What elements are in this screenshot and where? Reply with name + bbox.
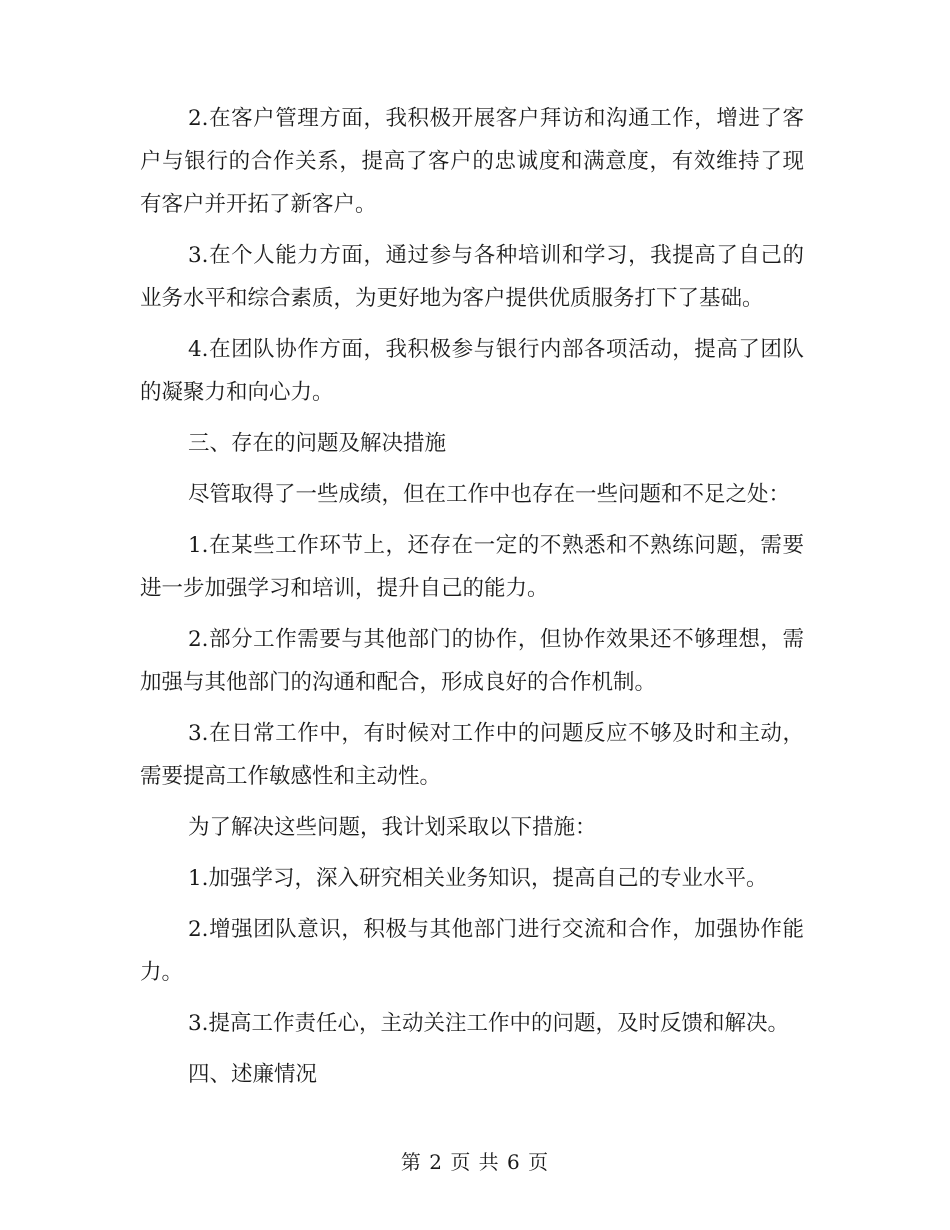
paragraph-measure-3: 3.提高工作责任心，主动关注工作中的问题，及时反馈和解决。 [188, 1011, 790, 1036]
paragraph-customer-management: 2.在客户管理方面，我积极开展客户拜访和沟通工作，增进了客户与银行的合作关系，提高了客户的忠诚度和满意度，有效维持了现有客户并开拓了新客户。 [140, 106, 804, 217]
paragraph-problem-1: 1.在某些工作环节上，还存在一定的不熟悉和不熟练问题，需要进一步加强学习和培训，提升自己的能力。 [140, 533, 804, 601]
paragraph-measure-2: 2.增强团队意识，积极与其他部门进行交流和合作，加强协作能力。 [140, 917, 804, 985]
paragraph-measure-1: 1.加强学习，深入研究相关业务知识，提高自己的专业水平。 [188, 866, 768, 891]
paragraph-problem-3: 3.在日常工作中，有时候对工作中的问题反应不够及时和主动，需要提高工作敏感性和主动性。 [140, 721, 804, 789]
paragraph-team-collaboration: 4.在团队协作方面，我积极参与银行内部各项活动，提高了团队的凝聚力和向心力。 [140, 337, 804, 405]
document-body [140, 97, 804, 1104]
section-heading-integrity: 四、述廉情况 [188, 1062, 318, 1087]
page-number-footer: 第 2 页 共 6 页 [400, 1150, 550, 1174]
section-heading-problems: 三、存在的问题及解决措施 [188, 431, 447, 456]
paragraph-problem-2: 2.部分工作需要与其他部门的协作，但协作效果还不够理想，需加强与其他部门的沟通和配合，形成良好的合作机制。 [140, 627, 804, 695]
paragraph-problems-intro: 尽管取得了一些成绩，但在工作中也存在一些问题和不足之处： [188, 482, 791, 507]
paragraph-measures-intro: 为了解决这些问题，我计划采取以下措施： [188, 815, 597, 840]
paragraph-personal-ability: 3.在个人能力方面，通过参与各种培训和学习，我提高了自己的业务水平和综合素质，为更好地为客户提供优质服务打下了基础。 [140, 243, 804, 311]
